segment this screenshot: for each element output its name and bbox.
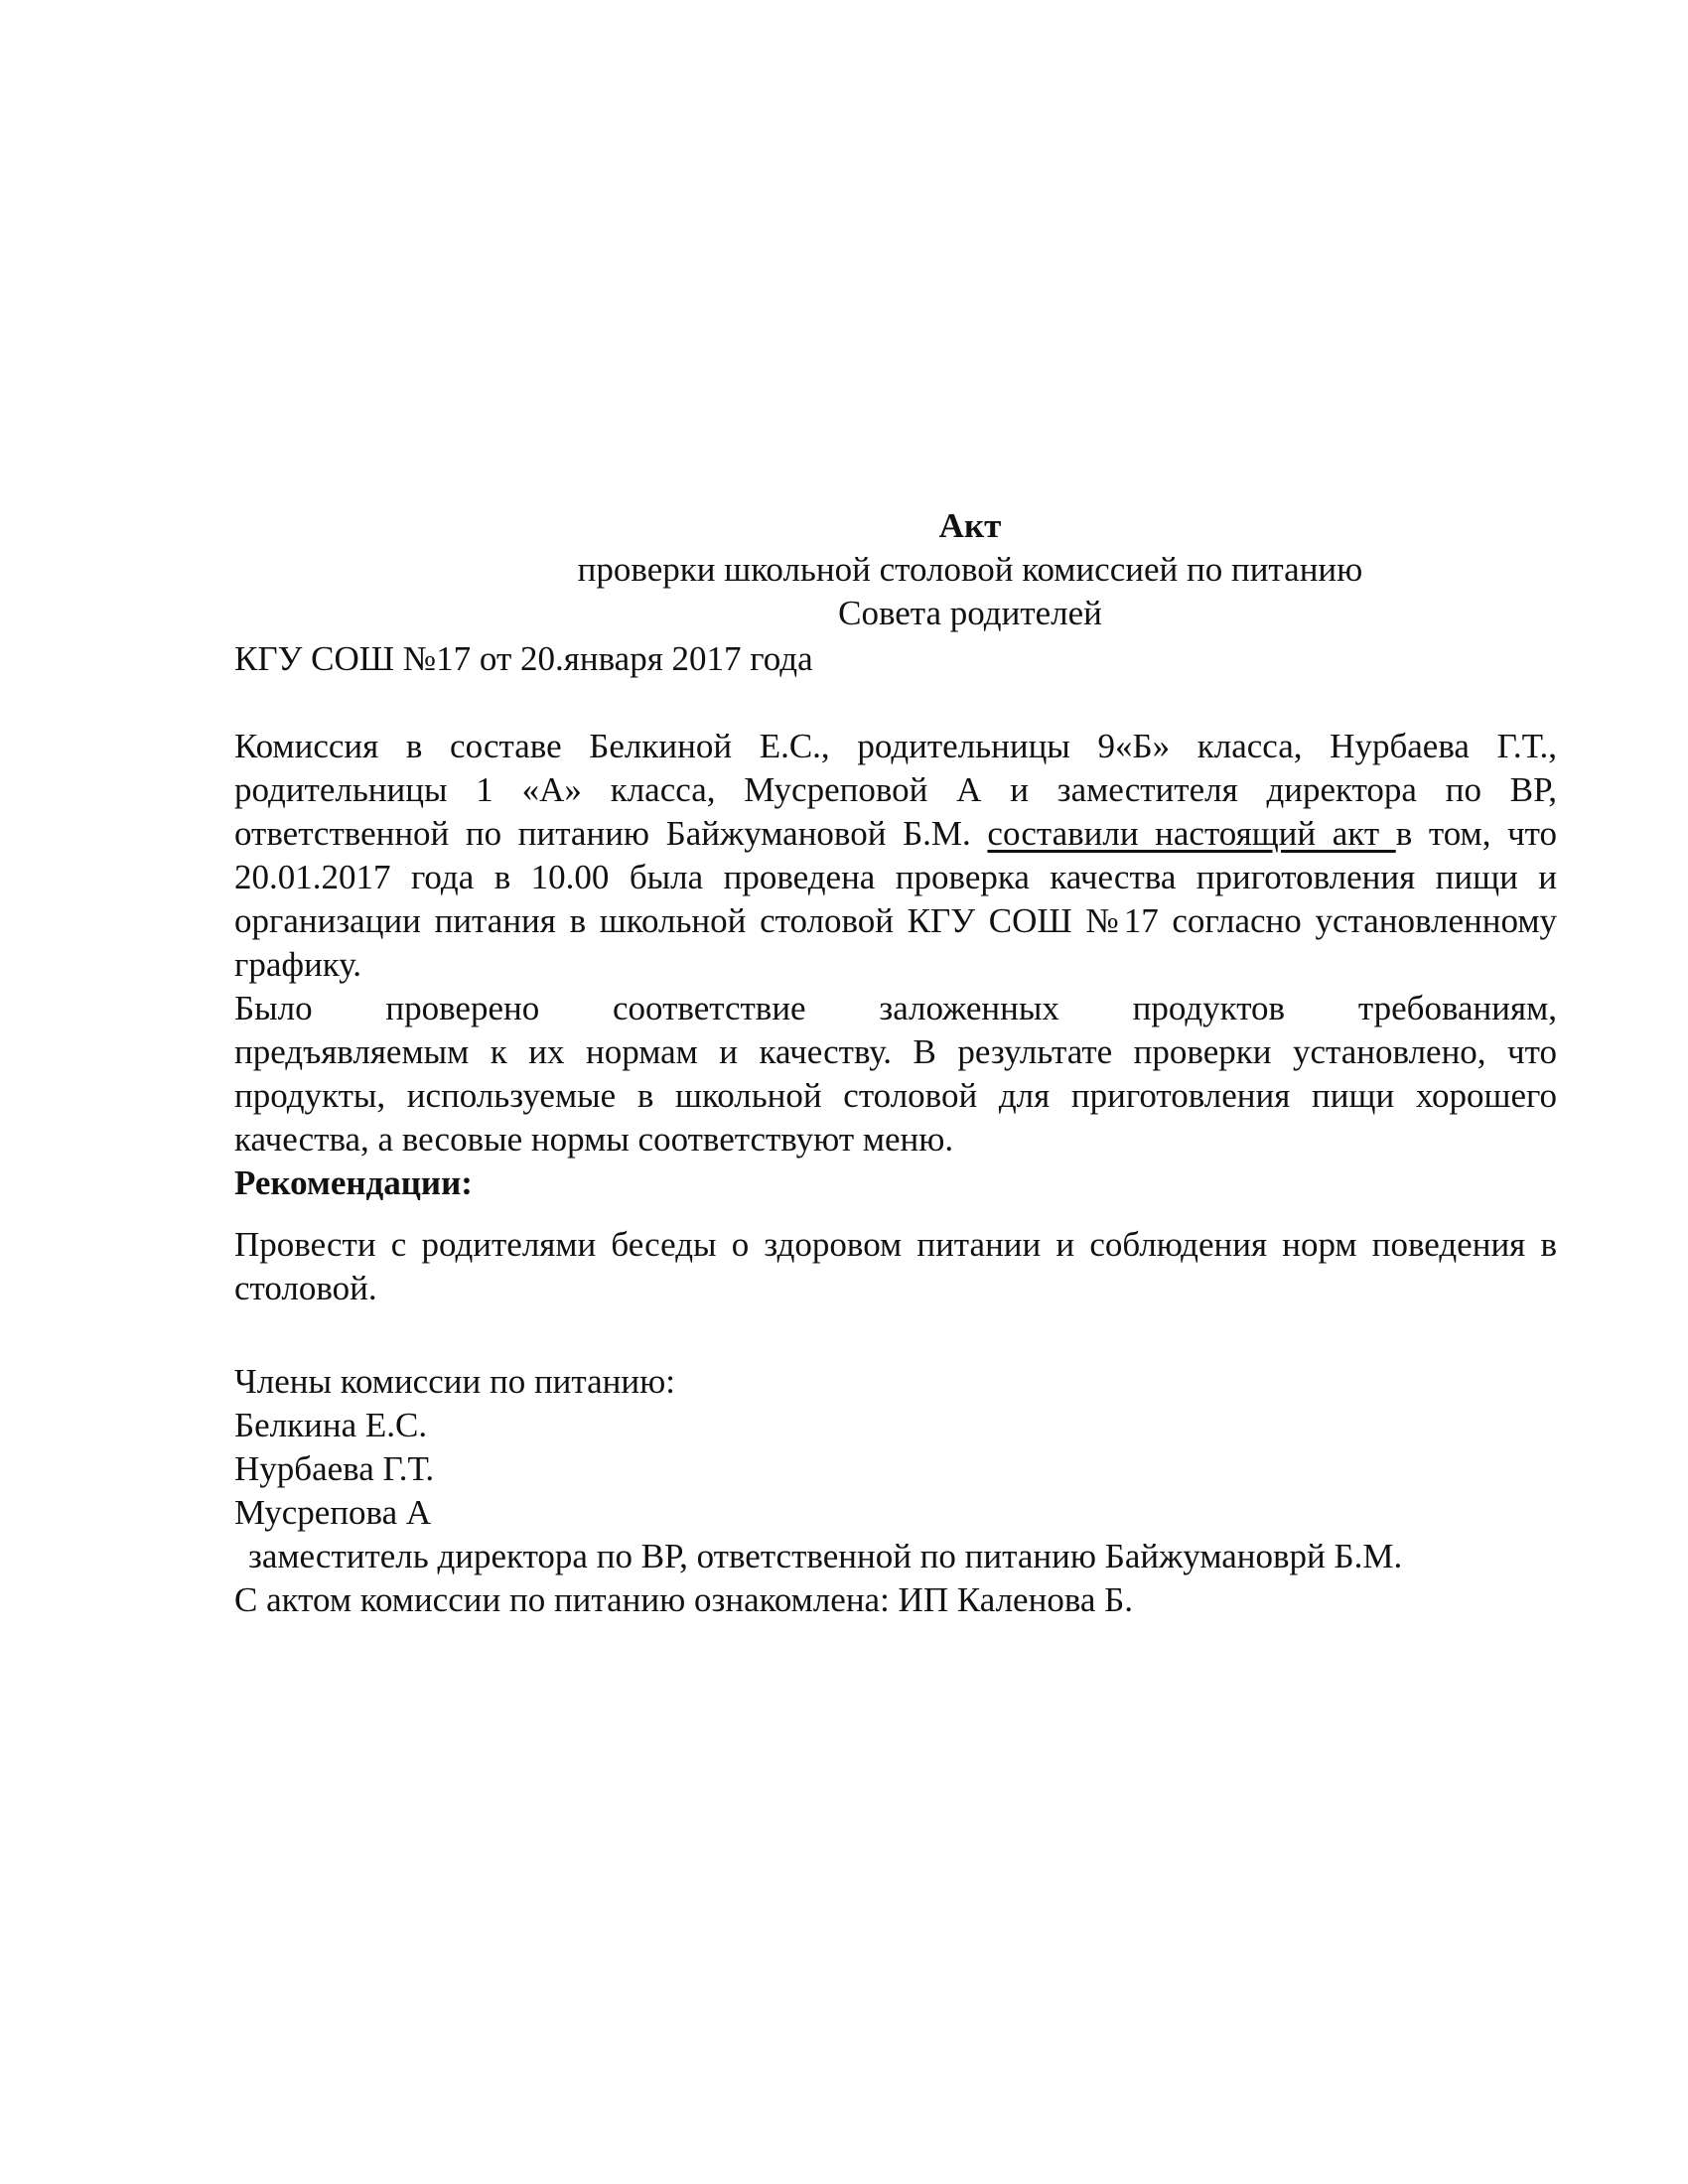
- recommendations-heading: Рекомендации:: [234, 1163, 473, 1202]
- member-item: Белкина Е.С.: [234, 1406, 428, 1444]
- paragraph-commission: [234, 725, 1557, 987]
- underlined-phrase: составили настоящий акт: [987, 814, 1396, 853]
- paragraph-check-rest: предъявляемым к их нормам и качеству. В результате проверки установлено, что продукты, используемые в школьной столовой для приготовления пищи хорошего качества, а весовые нормы соответствуют меню.: [234, 1032, 1557, 1159]
- member-deputy: заместитель директора по ВР, ответственной по питанию Байжумановрй Б.М.: [248, 1537, 1403, 1575]
- acknowledgement-line: С актом комиссии по питанию ознакомлена: ИП Каленова Б.: [234, 1580, 1134, 1619]
- spacer: [234, 1310, 1557, 1354]
- members-section: [234, 1360, 1557, 1622]
- document-subtitle-line2: Совета родителей: [838, 594, 1102, 632]
- document-title: Акт: [938, 506, 1002, 545]
- members-heading: Члены комиссии по питанию:: [234, 1362, 675, 1401]
- paragraph-commission-part2: в том, что 20.01.2017 года в 10.00 была проведена проверка качества приготовления пищи и организации питания в школьной столовой КГУ СОШ №17 согласно установленному графику.: [234, 814, 1558, 984]
- member-item: Нурбаева Г.Т.: [234, 1449, 435, 1488]
- recommendations-text: Провести с родителями беседы о здоровом питании и соблюдения норм поведения в столовой.: [234, 1225, 1557, 1307]
- organization-date-line: КГУ СОШ №17 от 20.января 2017 года: [234, 639, 813, 678]
- paragraph-check-first-line: Было проверено соответствие заложенных продуктов требованиям,: [234, 989, 1557, 1027]
- document-content: [234, 504, 1557, 1622]
- document-subtitle-line1: проверки школьной столовой комиссией по питанию: [577, 550, 1363, 589]
- paragraph-commission-part1: Комиссия в составе Белкиной Е.С., родительницы 9«Б» класса, Нурбаева Г.Т., родительницы 1 «А» класса, Мусреповой А и заместителя директора по ВР, ответственной по питанию Байжумановой Б.М.: [234, 727, 1557, 853]
- member-item: Мусрепова А: [234, 1493, 432, 1532]
